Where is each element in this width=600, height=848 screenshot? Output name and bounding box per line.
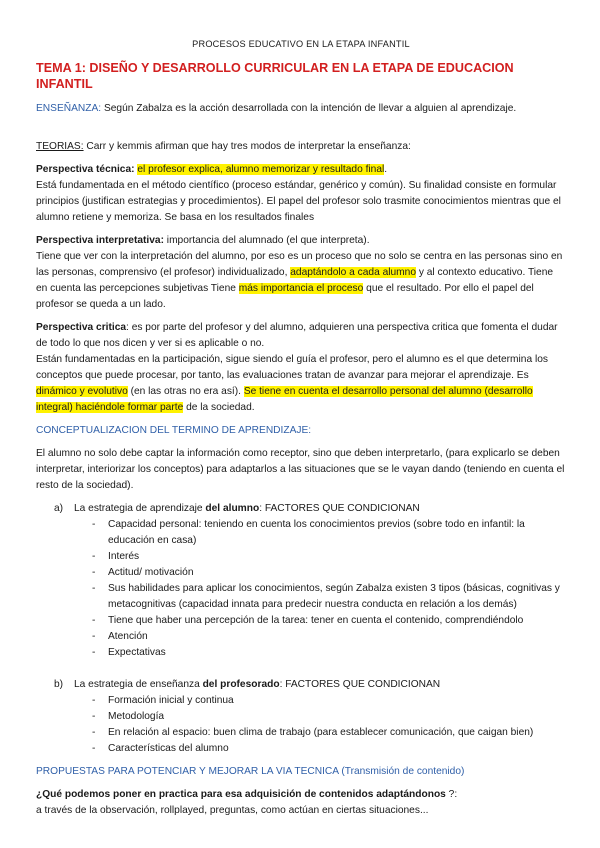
lista-a-marker: a) <box>54 503 64 514</box>
interpretativa-body3: que el resultado. Por ello el papel del profesor se queda a un lado. <box>36 283 534 310</box>
list-item: - Expectativas <box>92 645 566 661</box>
teorias-label: TEORIAS: <box>36 141 84 152</box>
interpretativa-label: Perspectiva interpretativa: <box>36 235 164 246</box>
tecnica-after: . <box>384 164 388 175</box>
lista-a-items <box>54 517 566 661</box>
list-item: - Atención <box>92 629 566 645</box>
critica-body2: (en las otras no era así). <box>127 386 244 397</box>
list-item: - Características del alumno <box>92 741 566 757</box>
concepto-heading: CONCEPTUALIZACION DEL TERMINO DE APRENDIZAJE: <box>36 425 312 436</box>
propuestas-question <box>36 787 566 803</box>
teorias-paragraph <box>36 139 566 155</box>
interpretativa-body <box>36 249 566 313</box>
lista-a-post: : FACTORES QUE CONDICIONAN <box>259 503 420 514</box>
concepto-paragraph: El alumno no solo debe captar la información como receptor, sino que deben interpretarlo, (para explicarlo se deben interpretar, interiorizar los conceptos) para adaptarlos a las situaciones que se le vayan dando (teniendo en cuenta el resto de la sociedad). <box>36 448 565 491</box>
ensenanza-paragraph <box>36 101 566 117</box>
interpretativa-body2: y al contexto educativo. Tiene en cuenta las percepciones subjetivas Tiene <box>36 267 554 294</box>
lista-b-marker: b) <box>54 679 64 690</box>
ensenanza-text: Según Zabalza es la acción desarrollada con la intención de llevar a alguien al aprendizaje. <box>101 103 517 114</box>
critica-body <box>36 352 566 416</box>
tecnica-highlight: el profesor explica, alumno memorizar y resultado final <box>137 164 385 175</box>
interpretativa-intro: importancia del alumnado (el que interpreta). <box>163 235 370 246</box>
interpretativa-highlight-1: adaptándolo a cada alumno <box>290 267 416 278</box>
tecnica-heading <box>36 162 566 178</box>
list-item: - Tiene que haber una percepción de la tarea: tener en cuenta el contenido, comprendiéndolo <box>92 613 566 629</box>
tema-title: TEMA 1: DISEÑO Y DESARROLLO CURRICULAR EN LA ETAPA DE EDUCACION INFANTIL <box>36 61 514 91</box>
critica-highlight-1: dinámico y evolutivo <box>36 386 128 397</box>
propuestas-answer: a través de la observación, rollplayed, preguntas, como actúan en ciertas situaciones... <box>36 805 429 816</box>
teorias-text: Carr y kemmis afirman que hay tres modos de interpretar la enseñanza: <box>83 141 411 152</box>
lista-a-title <box>54 501 566 517</box>
lista-a-pre: La estrategia de aprendizaje <box>74 503 206 514</box>
lista-b-post: : FACTORES QUE CONDICIONAN <box>279 679 441 690</box>
page-header: PROCESOS EDUCATIVO EN LA ETAPA INFANTIL <box>192 39 410 49</box>
propuestas-heading: PROPUESTAS PARA POTENCIAR Y MEJORAR LA VIA TECNICA (Transmisión de contenido) <box>36 766 465 777</box>
lista-b <box>54 677 566 757</box>
ensenanza-label: ENSEÑANZA: <box>36 103 102 114</box>
list-item: - Formación inicial y continua <box>92 693 566 709</box>
critica-label: Perspectiva critica <box>36 322 127 333</box>
critica-body3: de la sociedad. <box>183 402 255 413</box>
interpretativa-heading <box>36 233 566 249</box>
interpretativa-body1: Tiene que ver con la interpretación del alumno, por eso es un proceso que no solo se centra en las personas sino en las personas, comprensivo (el profesor) individualizado, <box>36 251 563 278</box>
lista-a <box>54 501 566 661</box>
lista-b-pre: La estrategia de enseñanza <box>74 679 203 690</box>
lista-a-bold: del alumno <box>205 503 260 514</box>
tecnica-label: Perspectiva técnica: <box>36 164 135 175</box>
tecnica-body: Está fundamentada en el método científico (proceso estándar, genérico y común). Su finalidad consiste en formular principios (justifican estrategias y procedimientos). El papel del profesor solo trasmite conocimientos mientras que el alumno retiene y memoriza. Se basa en los resultados finales <box>36 180 561 223</box>
lista-b-title <box>54 677 566 693</box>
list-item: - Actitud/ motivación <box>92 565 566 581</box>
critica-intro: : es por parte del profesor y del alumno, adquieren una perspectiva critica que fomenta el dudar de todo lo que nos dicen y ver si es aplicable o no. <box>36 322 558 349</box>
critica-body1: Están fundamentadas en la participación, sigue siendo el guía el profesor, pero el alumno es el que determina los conceptos que puede procesar, por tanto, las evaluaciones tratan de avanzar para mejorar el aprendizaje. Es <box>36 354 548 381</box>
list-item: - Metodología <box>92 709 566 725</box>
propuestas-question-end: ?: <box>445 789 458 800</box>
interpretativa-highlight-2: más importancia el proceso <box>238 283 364 294</box>
critica-heading <box>36 320 566 352</box>
lista-b-bold: del profesorado <box>202 679 280 690</box>
lista-b-items <box>54 693 566 757</box>
propuestas-question-text: ¿Qué podemos poner en practica para esa adquisición de contenidos adaptándonos <box>36 789 446 800</box>
list-item: - Capacidad personal: teniendo en cuenta los conocimientos previos (sobre todo en infantil: la educación en casa) <box>92 517 566 549</box>
list-item: - Interés <box>92 549 566 565</box>
critica-highlight-2: Se tiene en cuenta el desarrollo personal del alumno (desarrollo integral) haciéndole formar parte <box>36 386 533 413</box>
list-item: - Sus habilidades para aplicar los conocimientos, según Zabalza existen 3 tipos (básicas, cognitivas y metacognitivas (capacidad innata para predecir nuestra conducta en relación a los demás) <box>92 581 566 613</box>
list-item: - En relación al espacio: buen clima de trabajo (para establecer comunicación, que caigan bien) <box>92 725 566 741</box>
